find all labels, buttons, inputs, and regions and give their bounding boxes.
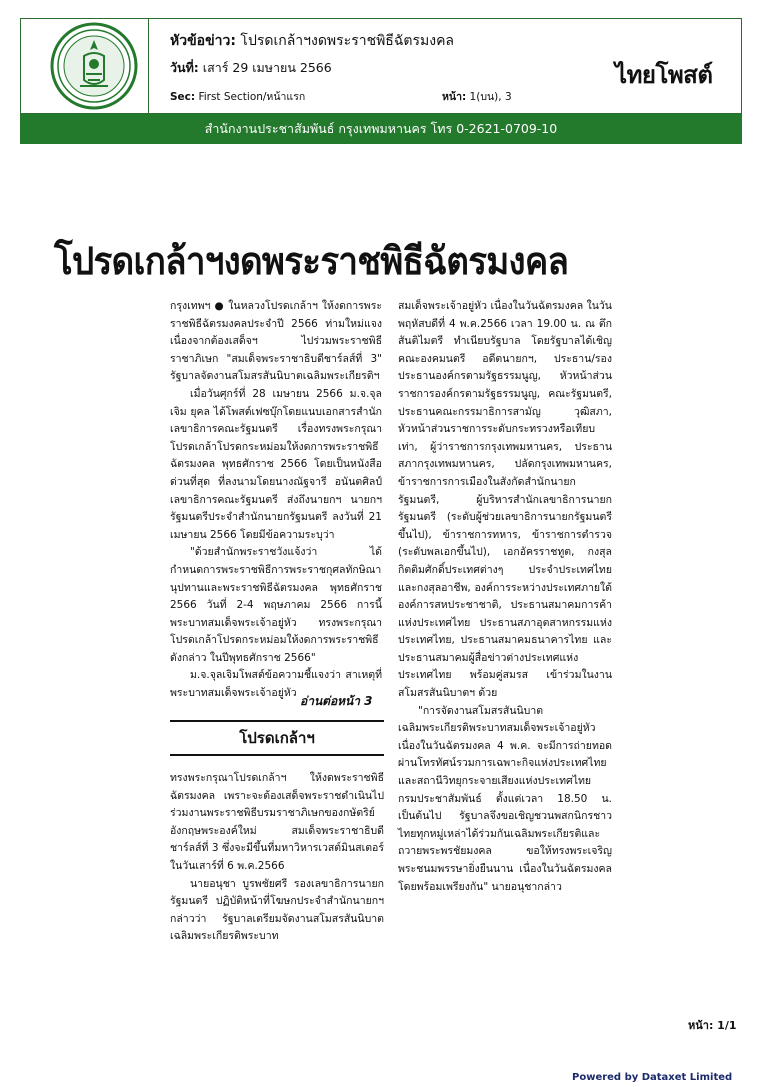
date-meta: วันที่: เสาร์ 29 เมษายน 2566 [170, 60, 332, 75]
quote-paragraph: "การจัดงานสโมสรสันนิบาตเฉลิมพระเกียรติพระบาทสมเด็จพระเจ้าอยู่หัว เนื่องในวันฉัตรมงคล 4 พ.ค. จะมีการถ่ายทอดผ่านโทรทัศน์รวมการเฉพาะกิจแห่งประเทศไทย และสถานีวิทยุกระจายเสียงแห่งประเทศไทย กรมประชาสัมพันธ์ ตั้งแต่เวลา 18.50 น. เป็นต้นไป รัฐบาลจึงขอเชิญชวนพสกนิกรชาวไทยทุกหมู่เหล่าได้ร่วมกันเฉลิมพระเกียรติและถวายพระพรชัยมงคล ขอให้ทรงพระเจริญ พระชนมพรรษายิ่งยืนนาน เนื่องในวันฉัตรมงคลโดยพร้อมเพรียงกัน" นายอนุชากล่าว [398, 704, 612, 893]
article-column-3 [170, 770, 384, 946]
article-column-1 [170, 298, 382, 703]
body-paragraph: นายอนุชา บูรพชัยศรี รองเลขาธิการนายกรัฐมนตรี ปฏิบัติหน้าที่โฆษกประจำสำนักนายกฯ กล่าวว่า รัฐบาลเตรียมจัดงานสโมสรสันนิบาตเฉลิมพระเกียรติพระบาท [170, 877, 384, 943]
body-paragraph: สมเด็จพระเจ้าอยู่หัว เนื่องในวันฉัตรมงคล ในวันพฤหัสบดีที่ 4 พ.ค.2566 เวลา 19.00 น. ณ ตึกสันติไมตรี ทำเนียบรัฐบาล โดยรัฐบาลได้เชิญคณะองคมนตรี อดีตนายกฯ, ประธาน/รองประธานองค์กรตามรัฐธรรมนูญ, หัวหน้าส่วนราชการองค์กรตามรัฐธรรมนูญ, คณะรัฐมนตรี, ประธานคณะกรรมาธิการสามัญ วุฒิสภา, หัวหน้าส่วนราชการระดับกระทรวงหรือเทียบเท่า, ผู้ว่าราชการกรุงเทพมหานคร, ประธานสภากรุงเทพมหานคร, ปลัดกรุงเทพมหานคร, ข้าราชการการเมืองในสังกัดสำนักนายกรัฐมนตรี, ผู้บริหารสำนักเลขาธิการนายกรัฐมนตรี (ระดับผู้ช่วยเลขาธิการนายกรัฐมนตรีขึ้นไป), ข้าราชการทหาร, ข้าราชการตำรวจ (ระดับพลเอกขึ้นไป), เอกอัครราชทูต, กงสุลกิตติมศักดิ์ประเทศต่างๆ ประจำประเทศไทย และกงสุลอาชีพ, องค์การระหว่างประเทศภายใต้องค์การสหประชาชาติ, ประธานสมาคมการค้าแห่งประเทศไทย ประธานสภาอุตสาหกรรมแห่งประเทศไทย, ประธานสมาคมธนาคารไทย และประธานสมาคมผู้สื่อข่าวต่างประเทศแห่งประเทศไทย พร้อมคู่สมรส เข้าร่วมในงานสโมสรสันนิบาตฯ ด้วย [398, 300, 612, 700]
body-paragraph: ม.จ.จุลเจิมโพสต์ข้อความชี้แจงว่า สาเหตุที่พระบาทสมเด็จพระเจ้าอยู่หัว [170, 669, 382, 700]
page-number: หน้า: 1/1 [688, 1019, 737, 1032]
article-column-2 [398, 298, 612, 896]
lead-paragraph: กรุงเทพฯ ● ในหลวงโปรดเกล้าฯ ให้งดการพระราชพิธีฉัตรมงคลประจำปี 2566 ท่ามใหม่แจงเนื่องจากต้องเสด็จฯ ไปร่วมพระราชพิธีราชาภิเษก "สมเด็จพระราชาธิบดีชาร์ลส์ที่ 3" รัฐบาลจัดงานสโมสรสันนิบาตเฉลิมพระเกียรติฯ [170, 300, 382, 383]
section-meta: Sec: First Section/หน้าแรก [170, 91, 306, 103]
quote-paragraph: "ด้วยสำนักพระราชวังแจ้งว่า ได้กำหนดการพระราชพิธีการพระราชกุศลทักษิณานุปทานและพระราชพิธีฉัตรมงคล พุทธศักราช 2566 วันที่ 2-4 พฤษภาคม 2566 การนี้ พระบาทสมเด็จพระเจ้าอยู่หัว ทรงพระกรุณาโปรดเกล้าโปรดกระหม่อมให้งดการพระราชพิธีดังกล่าว ในปีพุทธศักราช 2566" [170, 546, 382, 664]
body-paragraph: เมื่อวันศุกร์ที่ 28 เมษายน 2566 ม.จ.จุลเจิม ยุคล ได้โพสต์เฟซบุ๊กโดยแนบเอกสารสำนักเลขาธิการคณะรัฐมนตรี เรื่องทรงพระกรุณาโปรดเกล้าโปรดกระหม่อมให้งดการพระราชพิธีฉัตรมงคล พุทธศักราช 2566 โดยเป็นหนังสือด่วนที่สุด ที่ลงนามโดยนางณัฐจารี อนันตศิลป์ เลขาธิการคณะรัฐมนตรี ส่งถึงนายกฯ นายกฯ รัฐมนตรีประจำสำนักนายกรัฐมนตรี ลงวันที่ 21 เมษายน 2566 โดยมีข้อความระบุว่า [170, 387, 382, 541]
article-headline: โปรดเกล้าฯงดพระราชพิธีฉัตรมงคล [54, 239, 569, 283]
continued-label: อ่านต่อหน้า 3 [300, 694, 373, 708]
publication-name: ไทยโพสต์ [615, 61, 713, 89]
headline-meta: หัวข้อข่าว: โปรดเกล้าฯงดพระราชพิธีฉัตรมงคล [170, 33, 455, 49]
continuation-heading: โปรดเกล้าฯ [170, 720, 384, 756]
header-divider [148, 18, 149, 114]
powered-by: Powered by Dataxet Limited [572, 1072, 733, 1083]
body-paragraph: ทรงพระกรุณาโปรดเกล้าฯ ให้งดพระราชพิธีฉัตรมงคล เพราะจะต้องเสด็จพระราชดำเนินไปร่วมงานพระราชพิธีบรมราชาภิเษกของกษัตริย์อังกฤษพระองค์ใหม่ สมเด็จพระราชาธิบดีชาร์ลส์ที่ 3 ซึ่งจะมีขึ้นที่มหาวิหารเวสต์มินสเตอร์ ในวันเสาร์ที่ 6 พ.ค.2566 [170, 772, 384, 872]
contact-bar: สำนักงานประชาสัมพันธ์ กรุงเทพมหานคร โทร 0-2621-0709-10 [20, 114, 742, 144]
bangkok-seal-icon [50, 22, 138, 110]
page-meta: หน้า: 1(บน), 3 [442, 91, 512, 103]
